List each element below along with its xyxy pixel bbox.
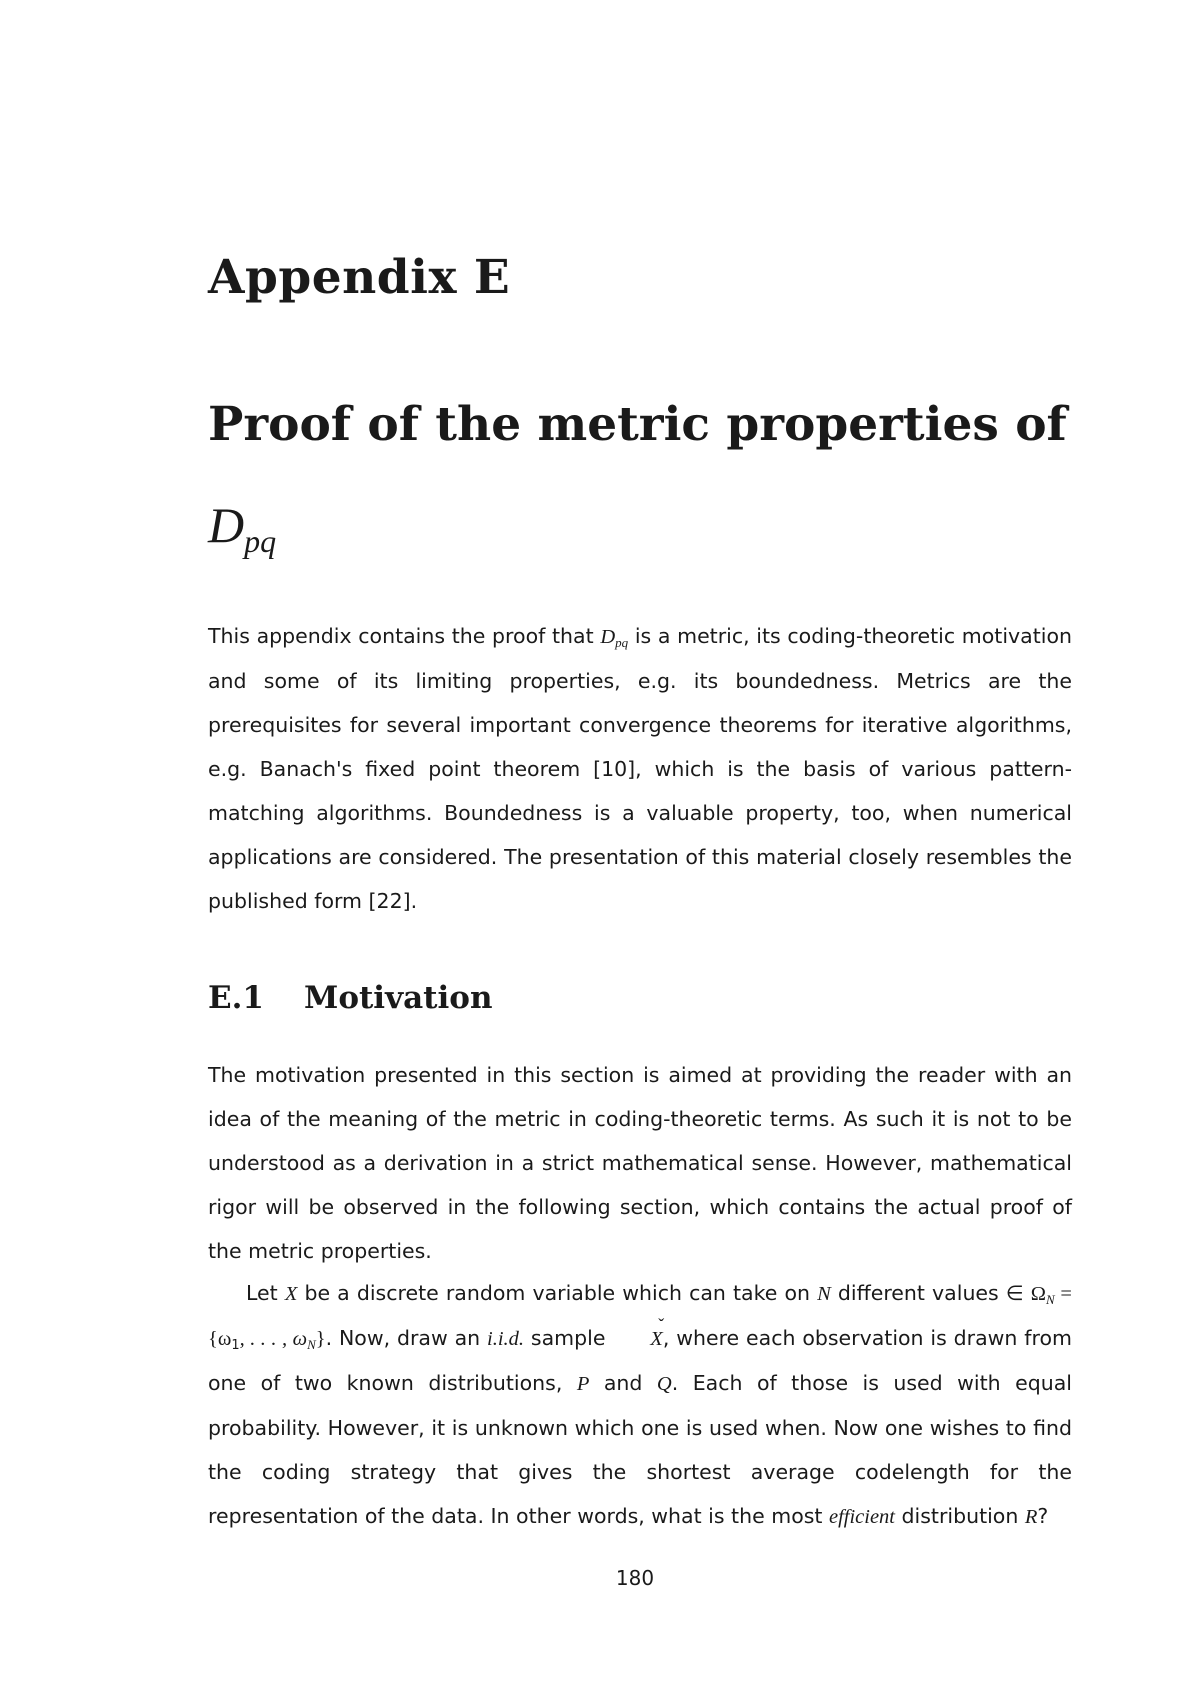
motivation-paragraph-2: Let X be a discrete random variable which can take on N different values ∈ $\Omega_N = \{\omega_1$, . . . , $\omega_N$}. Now, draw an i.i.d. sample ˇ X, where each observation is drawn from one of two known distributions, P and Q. Each of those is used with equal probability. However, it is unknown which one is used when. Now one wishes to find the coding strategy that gives the shortest average codelength for the representation of the data. In other words, what is the most efficient distribution R? — [208, 1271, 1072, 1539]
x-check-symbol: ˇ X — [612, 1317, 663, 1361]
chapter-title-math: $D_{pq}$ — [208, 497, 277, 559]
intro-paragraph: This appendix contains the proof that $D_{pq}$ is a metric, its coding-theoretic motivation and some of its limiting properties, e.g. its boundedness. Metrics are the prerequisites for several important convergence theorems for iterative algorithms, e.g. Banach's fixed point theorem [10], which is the basis of various pattern-matching algorithms. Boundedness is a valuable property, too, when numerical applications are considered. The presentation of this material closely resembles the published form [22]. — [208, 624, 1072, 913]
chapter-title — [208, 375, 1088, 577]
dpq-symbol: $D_{pq}$ — [600, 626, 629, 650]
page-number: 180 — [615, 1566, 655, 1590]
section-number: E.1 — [208, 980, 264, 1016]
motivation-paragraph-1: The motivation presented in this section is aimed at providing the reader with an idea of the meaning of the metric in coding-theoretic terms. As such it is not to be understood as a derivation in a strict mathematical sense. However, mathematical rigor will be observed in the following section, which contains the actual proof of the metric properties. — [208, 1063, 1072, 1263]
chapter-title-text: Proof of the metric properties of — [208, 397, 1067, 452]
section-title: Motivation — [304, 980, 493, 1016]
chapter-label: Appendix E — [208, 250, 511, 305]
section-heading — [208, 980, 493, 1016]
